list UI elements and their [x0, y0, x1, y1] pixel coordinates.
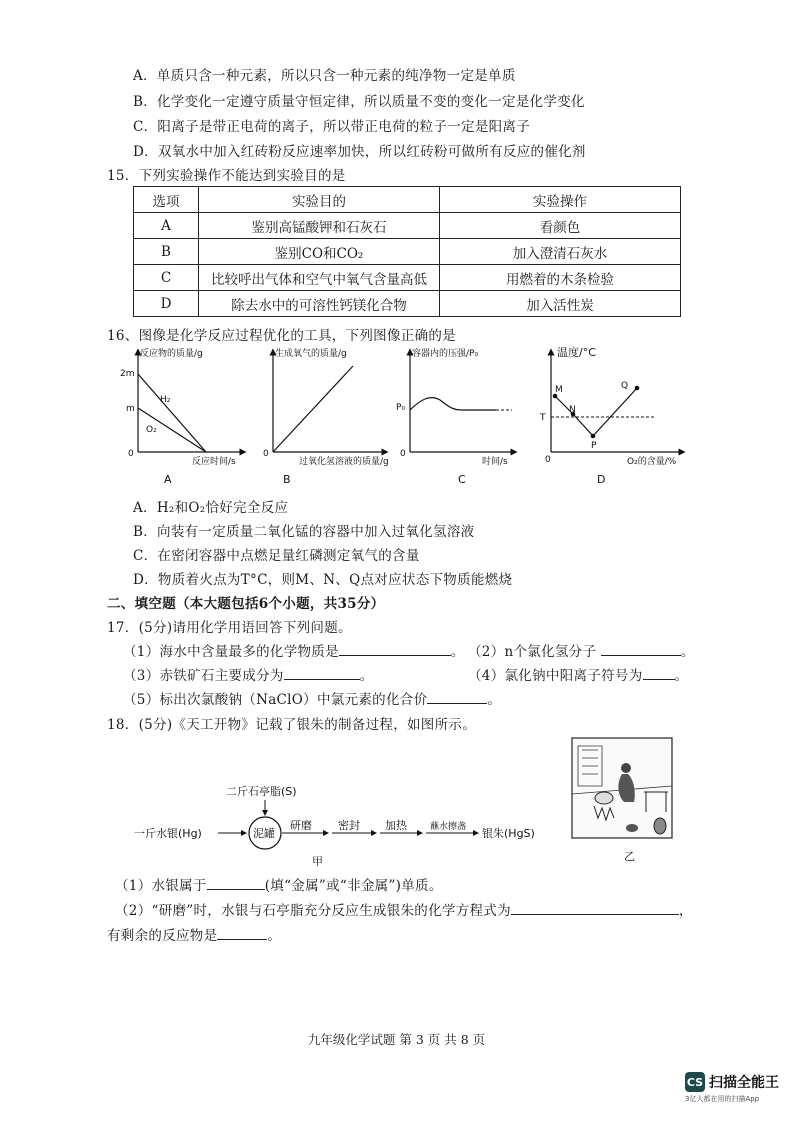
q16-option-b: B．向装有一定质量二氧化锰的容器中加入过氧化氢溶液: [133, 524, 475, 540]
q17-part2-text: （2）n个氯化氢分子: [468, 644, 597, 660]
q17-part1: [123, 640, 465, 660]
answer-blank[interactable]: [284, 665, 360, 680]
q16-stem: 16、图像是化学反应过程优化的工具，下列图像正确的是: [107, 328, 456, 344]
page-footer: 九年级化学试题 第 3 页 共 8 页: [307, 1032, 486, 1047]
origin: 0: [263, 449, 269, 459]
table-cell: 加入活性炭: [440, 291, 681, 317]
point-p: [591, 434, 596, 439]
x-axis-label: 反应时间/s: [192, 457, 236, 467]
period: 。: [680, 644, 695, 660]
answer-blank[interactable]: [427, 689, 487, 704]
graph-caption: D: [597, 473, 606, 486]
q17-stem: 17．(5分)请用化学用语回答下列问题。: [107, 620, 352, 636]
scanner-logo-icon: CS: [685, 1072, 705, 1092]
step-3: 加热: [385, 819, 407, 832]
brand-name: 扫描全能王: [709, 1075, 779, 1091]
diagram-label-jia: 甲: [312, 855, 323, 868]
comma: ，: [678, 903, 693, 919]
q17-part3-text: （3）赤铁矿石主要成分为: [123, 668, 284, 684]
q16-option-d: D．物质着火点为T°C，则M、N、Q点对应状态下物质能燃烧: [133, 572, 513, 588]
illustration-label-yi: 乙: [624, 850, 635, 863]
origin: 0: [128, 449, 134, 459]
p0-label: P₀: [396, 403, 406, 413]
series-h2-label: H₂: [160, 395, 171, 405]
m-label: M: [555, 385, 563, 395]
origin: 0: [400, 449, 406, 459]
worker-head: [621, 763, 631, 773]
y-axis-label: 反应物的质量/g: [140, 349, 203, 359]
answer-blank[interactable]: [217, 925, 267, 940]
period: 。: [487, 692, 502, 708]
table-cell: 除去水中的可溶性钙镁化合物: [199, 291, 440, 317]
x-axis-label: 过氧化氢溶液的质量/g: [299, 457, 389, 467]
answer-blank[interactable]: [511, 900, 679, 915]
q18-part1: [115, 874, 443, 894]
q16-option-c: C．在密闭容器中点燃足量红磷测定氧气的含量: [133, 548, 420, 564]
jar-drawing: [654, 818, 666, 834]
t-label: T: [540, 413, 546, 423]
origin: 0: [545, 455, 551, 465]
h2-line: [138, 374, 206, 452]
section-title: 二、填空题（本大题包括6个小题，共35分）: [107, 596, 385, 612]
period: 。: [450, 644, 465, 660]
q17-part1-text: （1）海水中含量最多的化学物质是: [123, 644, 339, 660]
graph-c: [396, 344, 521, 489]
table-row: [134, 291, 681, 317]
step-1: 研磨: [290, 819, 312, 832]
answer-blank[interactable]: [207, 875, 265, 890]
q17-part2: [468, 640, 695, 660]
table-cell: 鉴别高锰酸钾和石灰石: [199, 213, 440, 239]
graph-caption: A: [164, 473, 172, 486]
q-label: Q: [621, 381, 629, 391]
table-cell: 用燃着的木条检验: [440, 265, 681, 291]
tick-2m: 2m: [120, 369, 135, 379]
pot-label: 泥罐: [253, 827, 275, 840]
q17-part5-text: （5）标出次氯酸钠（NaClO）中氯元素的化合价: [123, 692, 428, 708]
point-q: [635, 386, 640, 391]
step-4: 蘸水擦盏: [430, 822, 467, 832]
table-row: [134, 265, 681, 291]
p-label: P: [591, 441, 597, 451]
sulfur-label: 二斤石亭脂(S): [226, 785, 297, 798]
q18-part2-line2-text: 有剩余的反应物是: [107, 928, 218, 944]
y-axis-label: 生成氧气的质量/g: [275, 349, 347, 359]
q17-part5: [123, 688, 501, 708]
q15-stem: 15．下列实验操作不能达到实验目的是: [107, 168, 346, 184]
answer-blank[interactable]: [601, 641, 681, 656]
q18-part1-hint: (填“金属”或“非金属”)单质。: [264, 878, 443, 894]
y-axis-label: 容器内的压强/P₀: [412, 349, 479, 359]
graph-d: [537, 344, 687, 489]
period: 。: [359, 668, 374, 684]
series-o2-label: O₂: [146, 425, 157, 435]
x-axis-label: O₂的含量/%: [627, 457, 677, 467]
q14-option-c: C．阳离子是带正电荷的离子，所以带正电荷的粒子一定是阳离子: [133, 119, 531, 135]
brand-tagline: 3亿人都在用的扫描App: [685, 1095, 760, 1103]
q14-option-d: D．双氧水中加入红砖粉反应速率加快，所以红砖粉可做所有反应的催化剂: [133, 144, 586, 160]
table-cell: 看颜色: [440, 213, 681, 239]
table-cell: C: [134, 265, 199, 291]
flow-diagram: [120, 775, 560, 870]
illustration-yi: [568, 736, 676, 866]
pot-drawing: [595, 792, 613, 804]
q18-part1-text: （1）水银属于: [115, 878, 207, 894]
tick-m: m: [126, 404, 135, 414]
answer-blank[interactable]: [339, 641, 451, 656]
oxygen-line: [273, 366, 353, 452]
temperature-line: [555, 388, 637, 436]
scanner-watermark: [685, 1072, 779, 1104]
table-cell: 鉴别CO和CO₂: [199, 239, 440, 265]
q17-part4-text: （4）氯化钠中阳离子符号为: [468, 668, 643, 684]
n-label: N: [569, 405, 576, 415]
q17-part4: [468, 664, 688, 684]
graph-b: [255, 344, 395, 489]
q18-stem: 18．(5分)《天工开物》记载了银朱的制备过程，如图所示。: [107, 717, 476, 733]
product-label: 银朱(HgS): [482, 827, 535, 840]
step-2: 密封: [338, 819, 360, 832]
graph-a: [118, 344, 248, 489]
q14-option-b: B．化学变化一定遵守质量守恒定律，所以质量不变的变化一定是化学变化: [133, 94, 585, 110]
q18-part2: [115, 899, 693, 919]
table-header: 实验目的: [199, 187, 440, 213]
table-row: [134, 239, 681, 265]
bowl-drawing: [626, 824, 638, 832]
x-axis-label: 时间/s: [482, 457, 508, 467]
answer-blank[interactable]: [643, 665, 675, 680]
q17-part3: [123, 664, 374, 684]
mercury-label: 一斤水银(Hg): [134, 827, 202, 840]
q14-option-a: A．单质只含一种元素，所以只含一种元素的纯净物一定是单质: [133, 68, 516, 84]
y-axis-label: 温度/°C: [557, 346, 596, 359]
period: 。: [267, 928, 282, 944]
table-cell: 比较呼出气体和空气中氧气含量高低: [199, 265, 440, 291]
q15-table: [133, 186, 681, 317]
table-row: [134, 213, 681, 239]
table-header: 实验操作: [440, 187, 681, 213]
q18-part2-line2: [107, 924, 281, 944]
table-cell: 加入澄清石灰水: [440, 239, 681, 265]
table-header: 选项: [134, 187, 199, 213]
graph-caption: C: [458, 473, 466, 486]
period: 。: [674, 668, 689, 684]
q18-part2-text: （2）“研磨”时，水银与石亭脂充分反应生成银朱的化学方程式为: [115, 903, 511, 919]
table-cell: D: [134, 291, 199, 317]
table-header-row: [134, 187, 681, 213]
q16-option-a: A．H₂和O₂恰好完全反应: [133, 500, 289, 516]
table-cell: B: [134, 239, 199, 265]
table-cell: A: [134, 213, 199, 239]
graph-caption: B: [283, 473, 291, 486]
pressure-curve: [410, 398, 496, 410]
